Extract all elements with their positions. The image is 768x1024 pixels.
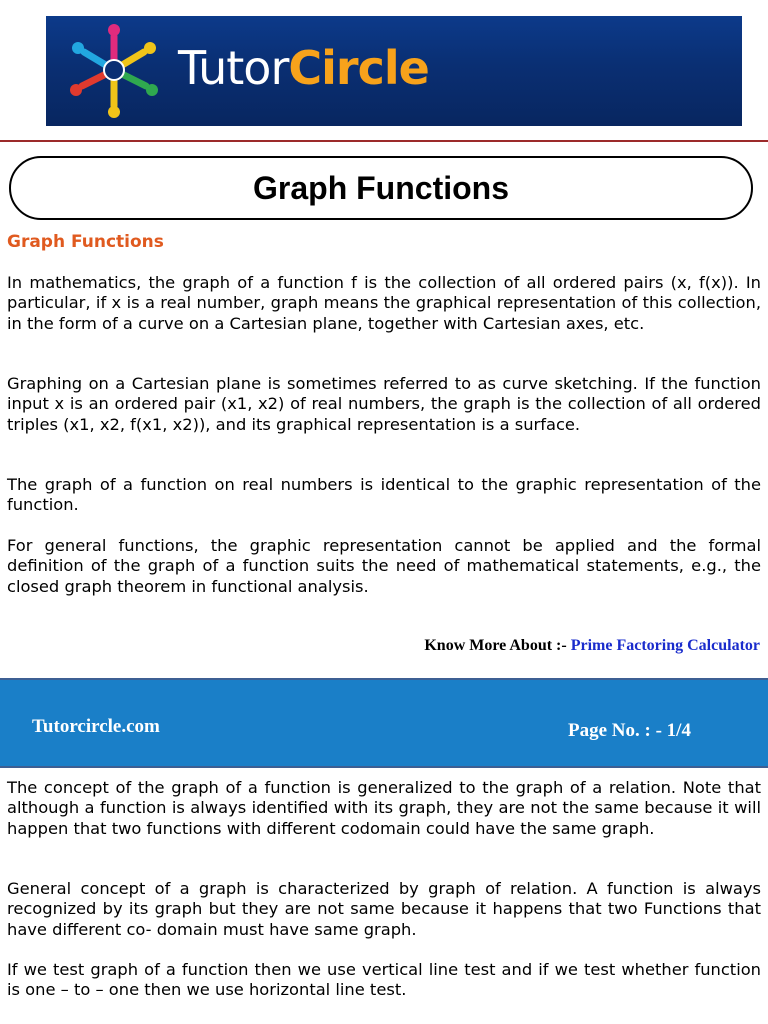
paragraph-1: In mathematics, the graph of a function f is the collection of all ordered pairs (x, f(x)). In particular, if x is a real number, graph means the graphical representation of this collection, in the form of a curve on a Cartesian plane, together with Cartesian axes, etc.	[7, 273, 761, 333]
brand-word-circle: Circle	[288, 41, 429, 95]
page-footer	[0, 678, 768, 768]
know-more-line	[424, 637, 760, 655]
know-more-link[interactable]: Prime Factoring Calculator	[570, 637, 760, 654]
header-banner	[46, 16, 742, 126]
paragraph-7: If we test graph of a function then we use vertical line test and if we test whether function is one – to – one then we use horizontal line test.	[7, 960, 761, 1000]
paragraph-6: General concept of a graph is characterized by graph of relation. A function is always recognized by its graph but they are not same because it happens that two Functions that have different co- domain must have same graph.	[7, 879, 761, 939]
page-title: Graph Functions	[253, 169, 509, 206]
people-circle-logo-icon	[64, 22, 164, 118]
header-divider	[0, 140, 768, 142]
section-heading: Graph Functions	[7, 232, 164, 252]
brand-word-tutor: Tutor	[178, 41, 289, 95]
title-box	[9, 156, 753, 220]
paragraph-2: Graphing on a Cartesian plane is sometimes referred to as curve sketching. If the function input x is an ordered pair (x1, x2) of real numbers, the graph is the collection of all ordered triples (x1, x2, f(x1, x2)), and its graphical representation is a surface.	[7, 374, 761, 434]
footer-page-number: Page No. : - 1/4	[568, 720, 691, 741]
know-more-label: Know More About :-	[424, 637, 567, 654]
paragraph-3: The graph of a function on real numbers is identical to the graphic representation of the function.	[7, 475, 761, 515]
footer-site-name: Tutorcircle.com	[32, 716, 160, 737]
brand-wordmark	[178, 40, 429, 96]
paragraph-4: For general functions, the graphic representation cannot be applied and the formal definition of the graph of a function suits the need of mathematical statements, e.g., the closed graph theorem in functional analysis.	[7, 536, 761, 596]
paragraph-5: The concept of the graph of a function is generalized to the graph of a relation. Note that although a function is always identified with its graph, they are not the same because it will happen that two functions with different codomain could have the same graph.	[7, 778, 761, 838]
